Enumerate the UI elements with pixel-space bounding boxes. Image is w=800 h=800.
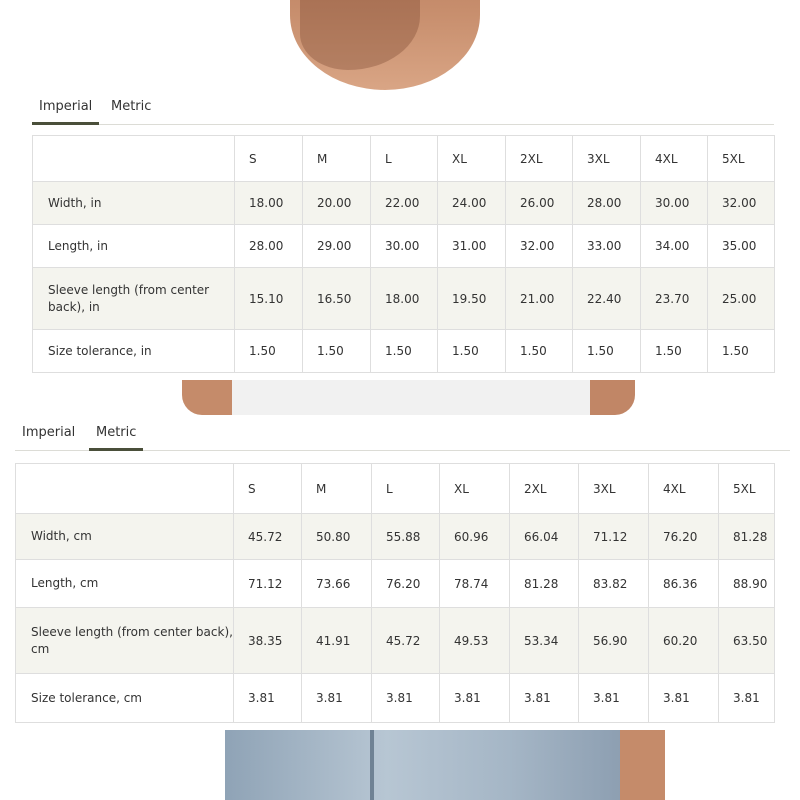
table-cell: 23.70 [641, 268, 708, 330]
table-cell: 3.81 [234, 674, 302, 723]
table-cell: 22.40 [573, 268, 641, 330]
unit-tabs [32, 92, 774, 125]
size-chart-metric [15, 418, 790, 724]
table-cell: 63.50 [719, 608, 775, 674]
table-row [16, 514, 775, 560]
size-header: L [371, 136, 438, 182]
size-chart-imperial [32, 92, 774, 374]
header-empty-cell [16, 464, 234, 514]
size-header: M [303, 136, 371, 182]
table-cell: 60.20 [649, 608, 719, 674]
table-cell: 1.50 [506, 330, 573, 373]
table-cell: 1.50 [371, 330, 438, 373]
size-header: L [372, 464, 440, 514]
unit-tabs [15, 418, 790, 451]
table-cell: 76.20 [372, 560, 440, 608]
table-cell: 3.81 [510, 674, 579, 723]
table-cell: 18.00 [235, 182, 303, 225]
table-cell: 15.10 [235, 268, 303, 330]
table-cell: 81.28 [510, 560, 579, 608]
table-row [16, 608, 775, 674]
table-cell: 3.81 [302, 674, 372, 723]
table-cell: 88.90 [719, 560, 775, 608]
table-cell: 1.50 [573, 330, 641, 373]
left-arm-image [182, 380, 232, 415]
table-cell: 29.00 [303, 225, 371, 268]
size-header: 4XL [641, 136, 708, 182]
header-row [33, 136, 775, 182]
size-header: 5XL [708, 136, 775, 182]
table-cell: 86.36 [649, 560, 719, 608]
table-cell: 22.00 [371, 182, 438, 225]
jeans-seam [370, 730, 374, 800]
table-cell: 1.50 [303, 330, 371, 373]
size-header: M [302, 464, 372, 514]
table-cell: 53.34 [510, 608, 579, 674]
table-row [33, 225, 775, 268]
size-table [32, 135, 775, 373]
table-cell: 3.81 [649, 674, 719, 723]
table-cell: 20.00 [303, 182, 371, 225]
row-label: Sleeve length (from center back), in [33, 268, 235, 330]
model-photo-top [0, 0, 800, 95]
table-cell: 18.00 [371, 268, 438, 330]
table-cell: 3.81 [440, 674, 510, 723]
table-cell: 78.74 [440, 560, 510, 608]
table-cell: 76.20 [649, 514, 719, 560]
tab-metric[interactable]: Metric [89, 424, 143, 451]
table-cell: 30.00 [641, 182, 708, 225]
size-table [15, 463, 775, 723]
table-cell: 1.50 [708, 330, 775, 373]
table-cell: 66.04 [510, 514, 579, 560]
table-cell: 49.53 [440, 608, 510, 674]
row-label: Length, in [33, 225, 235, 268]
header-empty-cell [33, 136, 235, 182]
table-cell: 45.72 [234, 514, 302, 560]
size-header: XL [440, 464, 510, 514]
table-cell: 21.00 [506, 268, 573, 330]
table-cell: 1.50 [641, 330, 708, 373]
table-cell: 19.50 [438, 268, 506, 330]
size-header: 4XL [649, 464, 719, 514]
size-header: 2XL [510, 464, 579, 514]
table-cell: 55.88 [372, 514, 440, 560]
table-cell: 73.66 [302, 560, 372, 608]
table-cell: 60.96 [440, 514, 510, 560]
size-header: 2XL [506, 136, 573, 182]
table-cell: 16.50 [303, 268, 371, 330]
size-header: 3XL [573, 136, 641, 182]
row-label: Length, cm [16, 560, 234, 608]
table-cell: 24.00 [438, 182, 506, 225]
table-cell: 25.00 [708, 268, 775, 330]
table-cell: 32.00 [708, 182, 775, 225]
table-cell: 56.90 [579, 608, 649, 674]
tab-imperial[interactable]: Imperial [22, 425, 76, 440]
table-cell: 71.12 [579, 514, 649, 560]
tab-metric[interactable]: Metric [111, 99, 152, 114]
row-label: Width, in [33, 182, 235, 225]
shirt-image [232, 380, 590, 415]
table-cell: 41.91 [302, 608, 372, 674]
row-label: Width, cm [16, 514, 234, 560]
table-row [33, 330, 775, 373]
table-cell: 45.72 [372, 608, 440, 674]
model-photo-middle [0, 375, 800, 420]
table-cell: 1.50 [235, 330, 303, 373]
table-row [33, 268, 775, 330]
table-cell: 81.28 [719, 514, 775, 560]
row-label: Size tolerance, cm [16, 674, 234, 723]
table-cell: 35.00 [708, 225, 775, 268]
table-cell: 26.00 [506, 182, 573, 225]
jeans-image [225, 730, 630, 800]
header-row [16, 464, 775, 514]
table-cell: 83.82 [579, 560, 649, 608]
right-arm-image [590, 380, 635, 415]
table-cell: 28.00 [235, 225, 303, 268]
table-cell: 38.35 [234, 608, 302, 674]
table-cell: 50.80 [302, 514, 372, 560]
size-header: S [235, 136, 303, 182]
model-photo-bottom [0, 722, 800, 800]
row-label: Size tolerance, in [33, 330, 235, 373]
table-row [33, 182, 775, 225]
table-cell: 3.81 [579, 674, 649, 723]
table-row [16, 674, 775, 723]
row-label: Sleeve length (from center back), cm [16, 608, 234, 674]
size-header: XL [438, 136, 506, 182]
table-cell: 30.00 [371, 225, 438, 268]
table-cell: 1.50 [438, 330, 506, 373]
table-cell: 71.12 [234, 560, 302, 608]
size-header: S [234, 464, 302, 514]
table-cell: 33.00 [573, 225, 641, 268]
table-cell: 3.81 [372, 674, 440, 723]
tab-imperial[interactable]: Imperial [32, 98, 99, 125]
hand-image [620, 730, 665, 800]
table-cell: 3.81 [719, 674, 775, 723]
table-cell: 28.00 [573, 182, 641, 225]
size-header: 3XL [579, 464, 649, 514]
size-header: 5XL [719, 464, 775, 514]
table-row [16, 560, 775, 608]
table-cell: 31.00 [438, 225, 506, 268]
table-cell: 32.00 [506, 225, 573, 268]
table-cell: 34.00 [641, 225, 708, 268]
